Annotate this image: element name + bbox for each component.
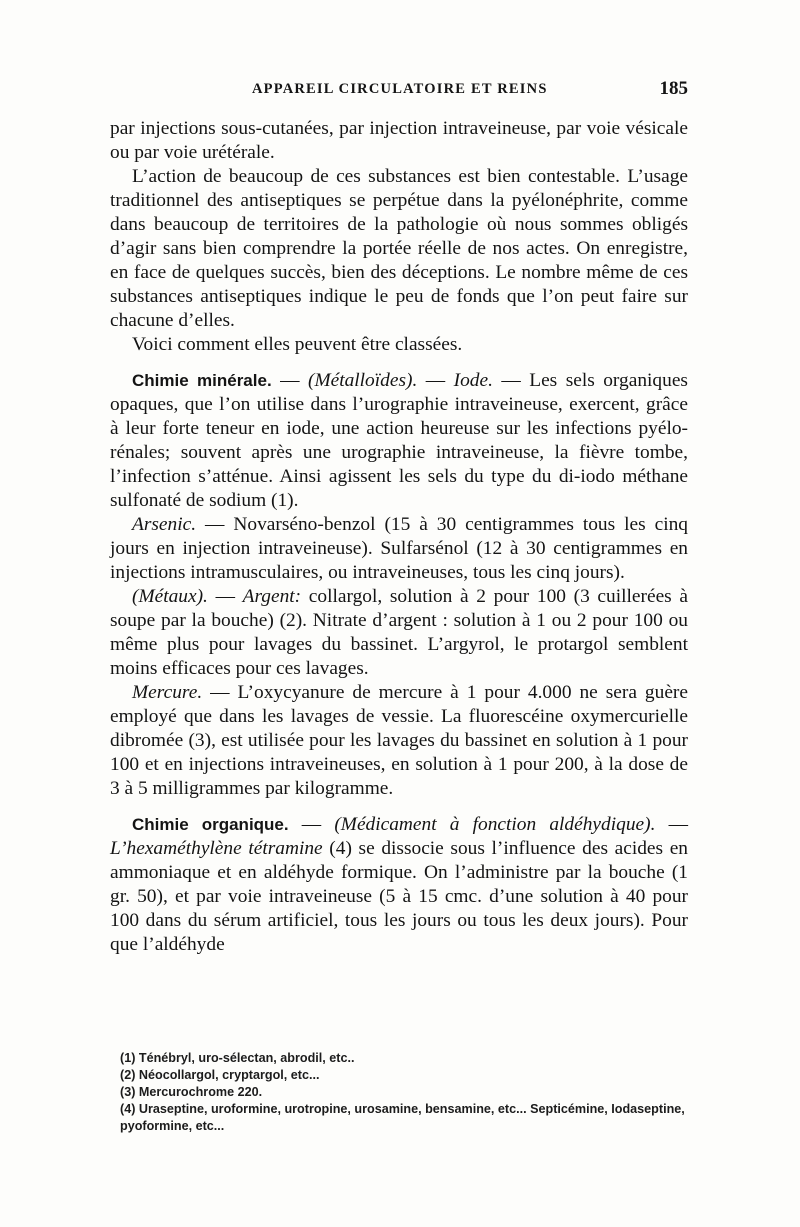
paragraph-mercure (110, 681, 688, 801)
footnote-number: (2) (120, 1068, 136, 1082)
paragraph-arsenic (110, 513, 688, 585)
paragraph-metaux (110, 585, 688, 681)
element-label: Argent: (242, 586, 302, 607)
subheading: (Médicament à fonction aldéhydique). (334, 814, 656, 835)
section-chimie-minerale (110, 369, 688, 513)
footnote-number: (3) (120, 1085, 136, 1099)
footnote-text: Uraseptine, uroformine, urotropine, urosamine, bensamine, etc... Septicémine, Iodaseptine, pyoformine, etc... (120, 1102, 685, 1133)
element-label: Mercure. (132, 682, 203, 703)
element-label: Iode. (453, 370, 493, 391)
separator: — (207, 586, 243, 607)
footnote-text: Néocollargol, cryptargol, etc... (135, 1068, 320, 1082)
section-heading: Chimie organique. (132, 815, 289, 834)
footnote-2 (110, 1067, 694, 1084)
paragraph-text: — Novarséno-benzol (15 à 30 centigrammes tous les cinq jours en injection intraveineuse). Sulfarsénol (12 à 30 centigrammes en injections intramusculaires, ou intraveineuses, tous les cinq jours). (110, 514, 688, 583)
paragraph-classification: Voici comment elles peuvent être classées. (132, 334, 463, 355)
paragraph-text: — L’oxycyanure de mercure à 1 pour 4.000 ne sera guère employé que dans les lavages de vessie. La fluorescéine oxymercurielle dibromée (3), est utilisée pour les lavages du bassinet en solution à 1 pour 100 et en injections intraveineuses, en solution à 1 pour 200, à la dose de 3 à 5 milligrammes par kilogramme. (110, 682, 688, 799)
footnote-3 (110, 1084, 694, 1101)
section-chimie-organique (110, 813, 688, 957)
footnote-1 (110, 1050, 694, 1067)
footnote-text: Mercurochrome 220. (135, 1085, 263, 1099)
separator: — (288, 814, 335, 835)
separator: — (271, 370, 308, 391)
footnotes (110, 1050, 694, 1135)
footnote-number: (4) (120, 1102, 136, 1116)
section-heading: Chimie minérale. (132, 371, 272, 390)
running-title: APPAREIL CIRCULATOIRE ET REINS (252, 81, 548, 97)
subheading: (Métalloïdes). (307, 370, 418, 391)
footnote-number: (1) (120, 1051, 136, 1065)
footnote-text: Ténébryl, uro-sélectan, abrodil, etc.. (135, 1051, 355, 1065)
paragraph-action: L’action de beaucoup de ces substances est bien contestable. L’usage traditionnel des antiseptiques se perpétue dans la pyélonéphrite, comme dans beaucoup de territoires de la pathologie où nous sommes obligés d’agir sans bien comprendre la portée réelle de nos actes. On enregistre, en face de quelques succès, bien des déceptions. Le nombre même de ces substances antiseptiques indique le peu de fonds que l’on peut faire sur chacune d’elles. (110, 166, 688, 331)
separator: — (655, 814, 688, 835)
paragraph-text: (4) se dissocie sous l’influence des acides en ammoniaque et en aldéhyde formique. On l’administre par la bouche (1 gr. 50), et par voie intraveineuse (5 à 15 cmc. d’une solution à 40 pour 100 dans du sérum artificiel, tous les jours ou tous les deux jours). Pour que l’aldéhyde (110, 838, 688, 955)
page-header (110, 78, 688, 104)
compound-name: L’hexaméthylène tétramine (110, 838, 323, 859)
paragraph-intro: par injections sous-cutanées, par injection intraveineuse, par voie vésicale ou par voie urétérale. (110, 118, 688, 163)
subheading: (Métaux). (132, 586, 208, 607)
separator: — (417, 370, 454, 391)
element-label: Arsenic. (132, 514, 197, 535)
page-number: 185 (659, 78, 688, 99)
paragraph-text: — Les sels organiques opaques, que l’on utilise dans l’urographie intraveineuse, exercent, grâce à leur forte teneur en iode, une action heureuse sur les infections pyélo-rénales; souvent après une urographie intraveineuse, la fièvre tombe, l’infection s’atténue. Ainsi agissent les sels du type du di-iodo méthane sulfonaté de sodium (1). (110, 370, 688, 511)
paragraph-text: collargol, solution à 2 pour 100 (3 cuillerées à soupe par la bouche) (2). Nitrate d’argent : solution à 1 ou 2 pour 100 ou même plus pour lavages du bassinet. L’argyrol, le protargol semblent moins efficaces pour ces lavages. (110, 586, 688, 679)
footnote-4 (110, 1101, 694, 1135)
page-body (110, 117, 688, 957)
